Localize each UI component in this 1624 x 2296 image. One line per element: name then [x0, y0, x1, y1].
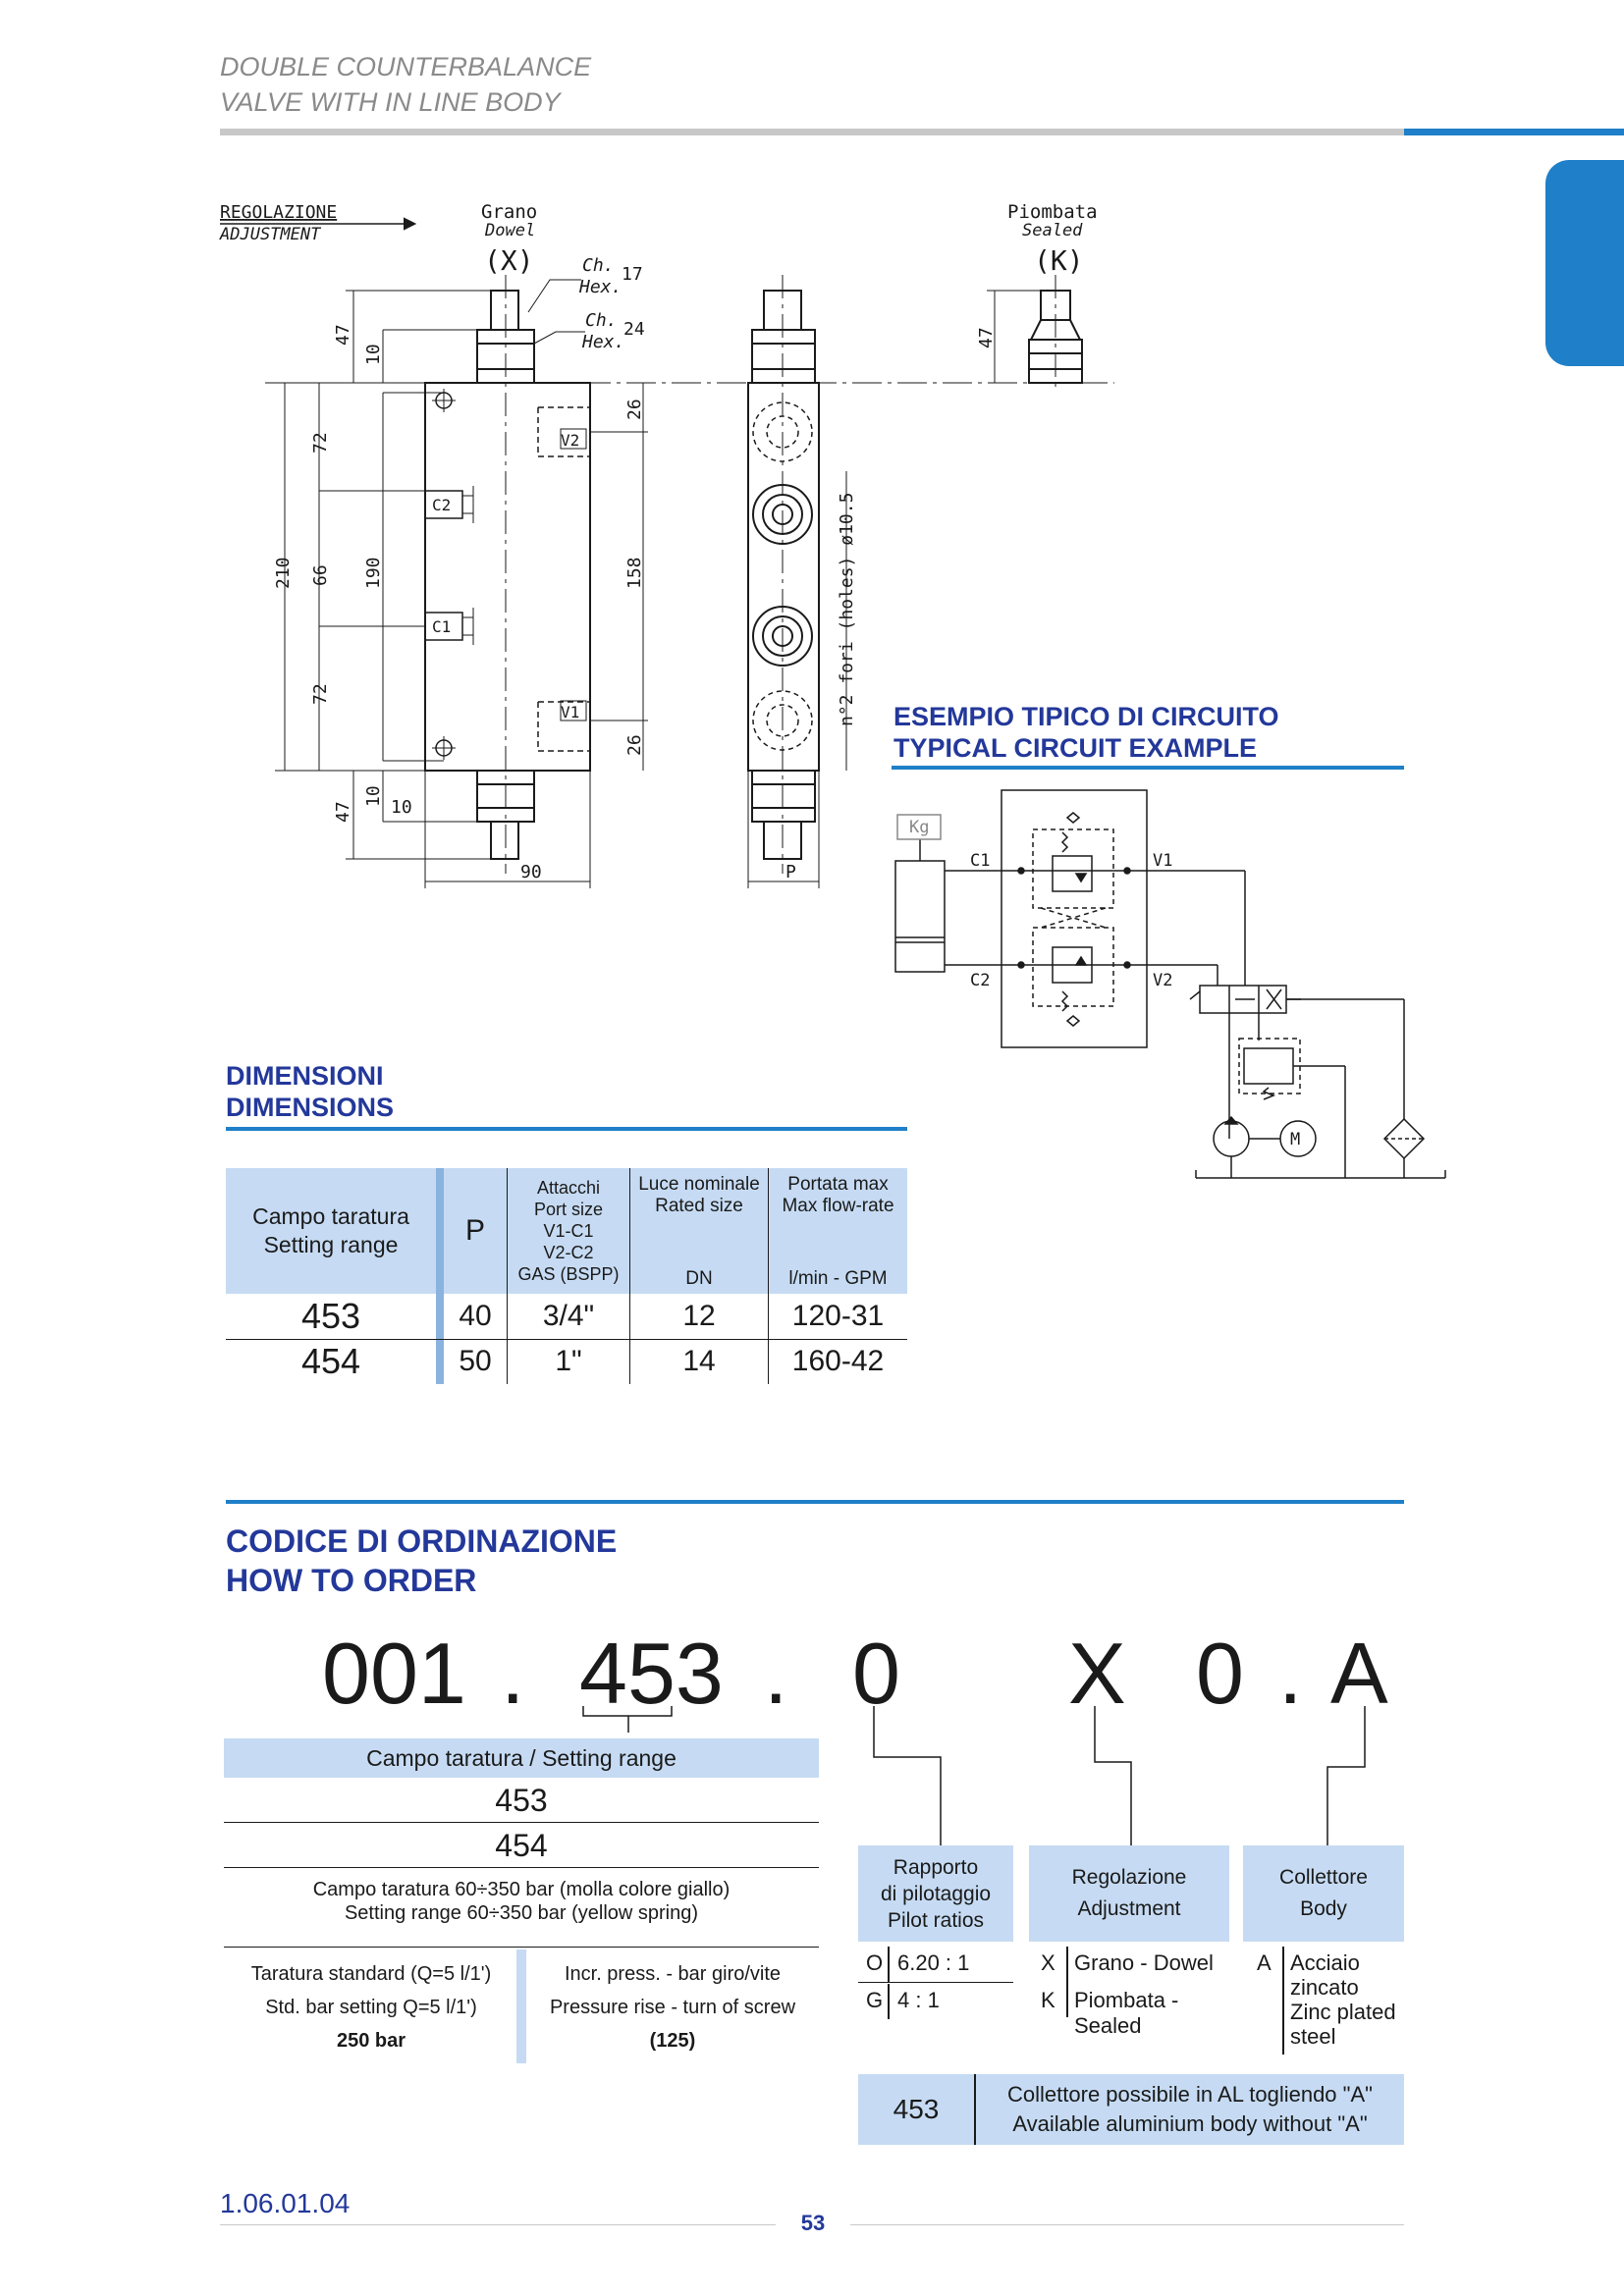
- dim-26-top: 26: [624, 399, 645, 420]
- table-row: 453 40 3/4" 12 120-31: [226, 1294, 907, 1339]
- dim-90: 90: [520, 862, 542, 882]
- dimensions-title-en: DIMENSIONS: [226, 1093, 395, 1122]
- std-setting: Taratura standard (Q=5 l/1') Std. bar setting Q=5 l/1') 250 bar: [250, 1963, 492, 2052]
- side-tab: [1545, 160, 1624, 366]
- footer-code: 1.06.01.04: [220, 2188, 351, 2218]
- footer-rule-left: [220, 2224, 776, 2225]
- circuit-kg: Kg: [909, 818, 930, 837]
- pilot-row-o: O 6.20 : 1: [858, 1947, 1013, 1983]
- header-title: [220, 49, 591, 120]
- range-head: Campo taratura / Setting range: [224, 1738, 819, 1778]
- dim-47-k: 47: [976, 327, 997, 348]
- code-dot-2: .: [764, 1625, 788, 1722]
- label-x: (X): [484, 244, 534, 277]
- order-title-en: HOW TO ORDER: [226, 1563, 477, 1598]
- label-hex1: Hex.: [579, 277, 623, 297]
- header-title-line1: DOUBLE COUNTERBALANCE: [220, 52, 592, 81]
- dim-66: 66: [310, 564, 331, 586]
- table-row: 454 50 1" 14 160-42: [226, 1339, 907, 1384]
- body-row-a: A Acciaio zincato Zinc plated steel: [1243, 1947, 1404, 2055]
- circuit-rule: [892, 766, 1404, 770]
- dim-210: 210: [273, 557, 294, 589]
- dim-10-bottom: 10: [363, 785, 384, 807]
- dim-72-bottom: 72: [310, 683, 331, 705]
- holes-note: n°2 fori (holes) ø10.5: [837, 492, 857, 726]
- label-sealed: Sealed: [1022, 221, 1083, 240]
- page-number: 53: [800, 2211, 826, 2235]
- head-flow: Portata max Max flow-rate l/min - GPM: [769, 1168, 908, 1294]
- order-title-it: CODICE DI ORDINAZIONE: [226, 1523, 618, 1559]
- pilot-head: Rapporto di pilotaggio Pilot ratios: [858, 1845, 1013, 1942]
- pilot-row-g: G 4 : 1: [858, 1984, 1013, 2019]
- circuit-title-it: ESEMPIO TIPICO DI CIRCUITO: [893, 702, 1279, 731]
- header-rule-accent: [1404, 129, 1624, 135]
- range-note: Campo taratura 60÷350 bar (molla colore giallo) Setting range 60÷350 bar (yellow spring): [224, 1878, 819, 1948]
- range-453: 453: [224, 1779, 819, 1823]
- circuit-v2: V2: [1153, 971, 1173, 990]
- dim-158: 158: [624, 557, 645, 589]
- code-dot-1: .: [501, 1625, 525, 1722]
- label-piombata: Piombata: [1007, 201, 1098, 223]
- dim-10c: 10: [391, 797, 412, 818]
- label-ch1: Ch.: [582, 255, 615, 276]
- label-regolazione: REGOLAZIONE: [220, 202, 338, 223]
- adjust-row-x: X Grano - Dowel: [1029, 1947, 1229, 1982]
- label-k: (K): [1034, 244, 1084, 277]
- aluminium-note: 453 Collettore possibile in AL togliendo "A" Available aluminium body without "A": [858, 2074, 1404, 2145]
- circuit-title: [893, 701, 1279, 764]
- port-c1-label: C1: [432, 617, 452, 636]
- head-rated: Luce nominale Rated size DN: [630, 1168, 769, 1294]
- dim-190: 190: [363, 557, 384, 589]
- port-c2-label: C2: [432, 496, 452, 514]
- dimensions-title: [226, 1060, 394, 1123]
- header-title-line2: VALVE WITH IN LINE BODY: [220, 87, 561, 117]
- label-hex24: 24: [623, 319, 645, 340]
- dimensions-rule: [226, 1127, 907, 1131]
- circuit-c1: C1: [970, 851, 991, 871]
- circuit-m: M: [1290, 1130, 1301, 1149]
- head-ports: Attacchi Port size V1-C1 V2-C2 GAS (BSPP): [508, 1168, 630, 1294]
- label-ch2: Ch.: [585, 310, 618, 331]
- std-divider: [516, 1949, 526, 2063]
- body-head: Collettore Body: [1243, 1845, 1404, 1942]
- port-v2-label: V2: [561, 431, 580, 450]
- port-v1-label: V1: [561, 703, 580, 721]
- pressure-rise: Incr. press. - bar giro/vite Pressure rise - turn of screw (125): [549, 1963, 796, 2052]
- head-p: P: [464, 1214, 485, 1247]
- footer-rule-right: [850, 2224, 1404, 2225]
- code-part-pilot: 0: [852, 1625, 900, 1722]
- code-part-body: A: [1330, 1625, 1388, 1722]
- circuit-title-en: TYPICAL CIRCUIT EXAMPLE: [893, 733, 1258, 763]
- label-hex2: Hex.: [582, 332, 625, 352]
- dim-10-top: 10: [363, 344, 384, 365]
- adjust-row-k: K Piombata - Sealed: [1041, 1988, 1179, 2038]
- dim-47-top: 47: [333, 324, 353, 346]
- order-rule: [226, 1500, 1404, 1504]
- label-dowel: Dowel: [485, 221, 536, 240]
- circuit-c2: C2: [970, 971, 991, 990]
- dim-47-bottom: 47: [333, 801, 353, 823]
- circuit-v1: V1: [1153, 851, 1173, 871]
- label-grano: Grano: [481, 201, 538, 223]
- circuit-diagram: [884, 775, 1463, 1198]
- dimensions-table: [226, 1168, 907, 1384]
- header-rule: [220, 129, 1404, 135]
- code-part-adjust: X: [1068, 1625, 1126, 1722]
- code-dot-3: .: [1278, 1625, 1303, 1722]
- head-setting: Campo taratura Setting range: [252, 1203, 409, 1257]
- code-part-453: 453: [579, 1625, 724, 1722]
- range-454: 454: [224, 1824, 819, 1868]
- dim-72-top: 72: [310, 432, 331, 454]
- label-adjustment: ADJUSTMENT: [220, 225, 321, 244]
- dim-p: P: [785, 862, 796, 882]
- order-title: [226, 1522, 617, 1600]
- dim-26-bottom: 26: [624, 734, 645, 756]
- code-part-001: 001: [322, 1625, 466, 1722]
- code-part-zero: 0: [1196, 1625, 1244, 1722]
- dimensions-title-it: DIMENSIONI: [226, 1061, 384, 1091]
- label-hex17: 17: [622, 264, 643, 285]
- adjust-head: Regolazione Adjustment: [1029, 1845, 1229, 1942]
